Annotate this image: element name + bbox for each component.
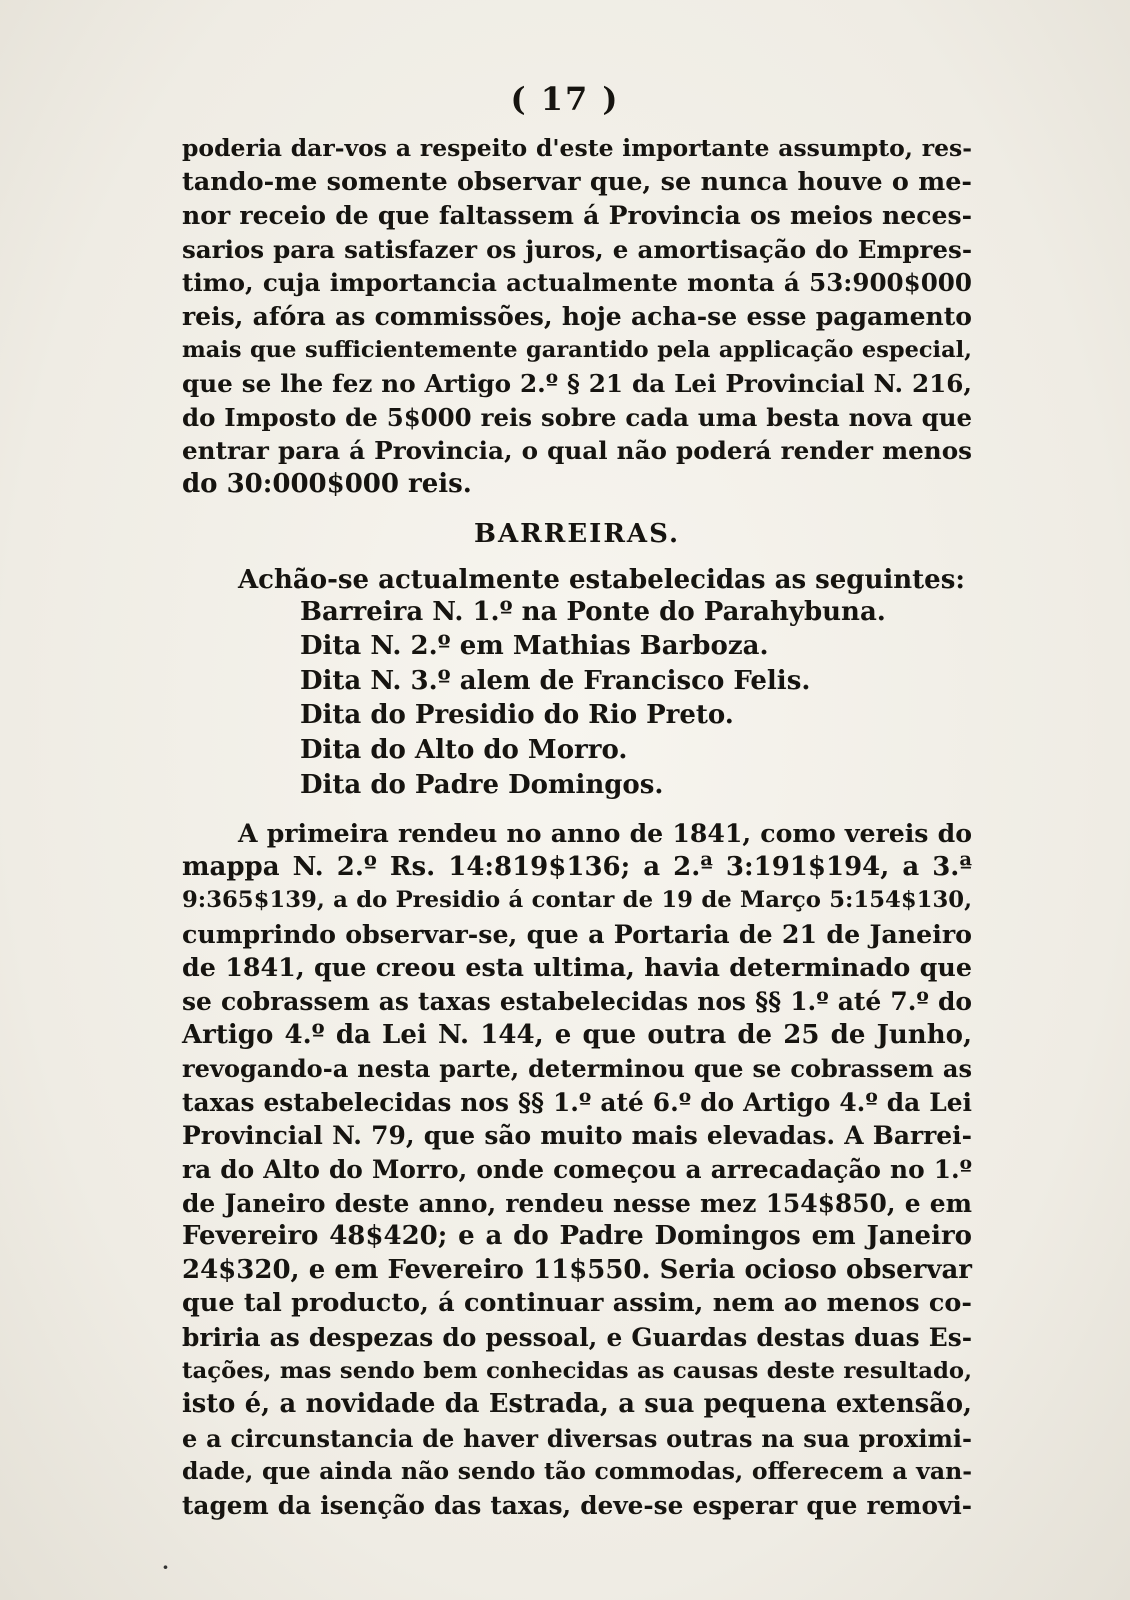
text-line: se cobrassem as taxas estabelecidas nos §§ 1.º até 7.º do <box>182 987 972 1017</box>
text-line: dade, que ainda não sendo tão commodas, offerecem a van- <box>182 1457 972 1486</box>
list-item: Dita N. 3.º alem de Francisco Felis. <box>300 665 811 696</box>
text-line: Fevereiro 48$420; e a do Padre Domingos em Janeiro <box>182 1221 972 1252</box>
list-item: Dita N. 2.º em Mathias Barboza. <box>300 631 769 662</box>
text-line: entrar para á Provincia, o qual não poderá render menos <box>182 436 972 466</box>
text-line: mais que sufficientemente garantido pela applicação especial, <box>182 336 972 363</box>
text-line: timo, cuja importancia actualmente monta á 53:900$000 <box>182 268 972 298</box>
text-line: tações, mas sendo bem conhecidas as causas deste resultado, <box>182 1357 972 1384</box>
text-line: isto é, a novidade da Estrada, a sua pequena extensão, <box>182 1389 972 1420</box>
text-line: 24$320, e em Fevereiro 11$550. Seria ocioso observar <box>182 1254 972 1285</box>
text-line: cumprindo observar-se, que a Portaria de 21 de Janeiro <box>182 918 972 949</box>
text-line: que tal producto, á continuar assim, nem ao menos co- <box>182 1288 972 1319</box>
text-line: briria as despezas do pessoal, e Guardas destas duas Es- <box>182 1323 972 1352</box>
text-line: A primeira rendeu no anno de 1841, como vereis do <box>238 818 972 849</box>
text-line: sarios para satisfazer os juros, e amortisação do Empres- <box>182 234 972 264</box>
page-number: ( 17 ) <box>510 80 620 118</box>
list-item: Dita do Padre Domingos. <box>300 769 664 800</box>
list-item: Dita do Alto do Morro. <box>300 734 628 765</box>
text-line: revogando-a nesta parte, determinou que se cobrassem as <box>182 1054 972 1084</box>
text-line: Provincial N. 79, que são muito mais elevadas. A Barrei- <box>182 1121 972 1151</box>
text-line: tando-me somente observar que, se nunca houve o me- <box>182 166 972 197</box>
list-item: Dita do Presidio do Rio Preto. <box>300 700 734 731</box>
stray-mark: · <box>162 1555 169 1579</box>
list-item: Barreira N. 1.º na Ponte do Parahybuna. <box>300 596 886 627</box>
text-line: Artigo 4.º da Lei N. 144, e que outra de 25 de Junho, <box>182 1019 972 1050</box>
text-line: ra do Alto do Morro, onde começou a arrecadação no 1.º <box>182 1155 972 1185</box>
text-line: que se lhe fez no Artigo 2.º § 21 da Lei Provincial N. 216, <box>182 369 972 399</box>
text-line: e a circunstancia de haver diversas outras na sua proximi- <box>182 1423 972 1453</box>
text-line: do 30:000$000 reis. <box>182 468 472 499</box>
text-line: do Imposto de 5$000 reis sobre cada uma besta nova que <box>182 402 972 432</box>
barreiras-list <box>182 596 972 804</box>
paragraph-2 <box>182 817 972 1522</box>
text-line: de 1841, que creou esta ultima, havia determinado que <box>182 952 972 983</box>
paragraph-1 <box>182 132 972 502</box>
text-line: 9:365$139, a do Presidio á contar de 19 de Março 5:154$130, <box>182 887 972 914</box>
text-line: poderia dar-vos a respeito d'este importante assumpto, res- <box>182 134 972 162</box>
text-line: mappa N. 2.º Rs. 14:819$136; a 2.ª 3:191$194, a 3.ª <box>182 851 972 882</box>
list-intro: Achão-se actualmente estabelecidas as seguintes: <box>238 564 965 595</box>
page-body <box>182 132 972 1523</box>
spacer <box>182 803 972 817</box>
text-line: taxas estabelecidas nos §§ 1.º até 6.º do Artigo 4.º da Lei <box>182 1087 972 1117</box>
section-heading: BARREIRAS. <box>473 518 681 549</box>
text-line: nor receio de que faltassem á Provincia os meios neces- <box>182 200 972 231</box>
text-line: de Janeiro deste anno, rendeu nesse mez 154$850, e em <box>182 1188 972 1218</box>
text-line: tagem da isenção das taxas, deve-se esperar que removi- <box>182 1490 972 1520</box>
text-line: reis, afóra as commissões, hoje acha-se esse pagamento <box>182 301 972 331</box>
